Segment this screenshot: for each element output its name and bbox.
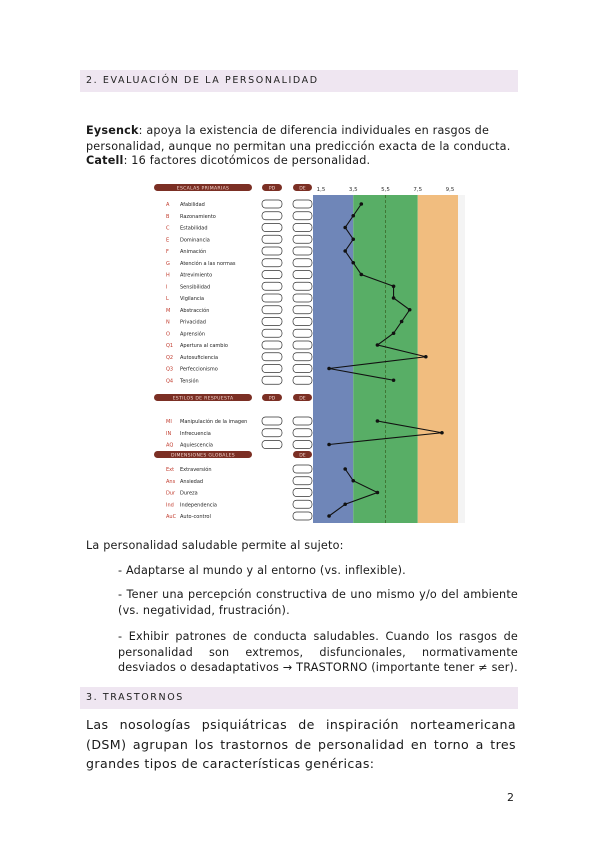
row-code: Ind (166, 502, 174, 509)
eysenck-name: Eysenck (86, 124, 139, 137)
row-label: Infrecuencia (180, 430, 211, 437)
profile-point (392, 331, 396, 335)
profile-point (376, 343, 380, 347)
row-label: Privacidad (180, 319, 206, 326)
pd-box (262, 282, 282, 290)
row-label: Autosuficiencia (180, 354, 219, 361)
de-header-label: DE (299, 453, 306, 459)
pd-box (262, 365, 282, 373)
de-box (293, 282, 312, 290)
row-code: I (166, 284, 168, 291)
band-3 (418, 195, 460, 523)
row-code: N (166, 319, 170, 326)
row-code: F (166, 249, 169, 255)
catell-text: : 16 factores dicotómicos de personalidad. (123, 154, 371, 167)
pd-box (262, 329, 282, 337)
pd-box (262, 294, 282, 302)
row-code: E (166, 237, 170, 244)
profile-point (376, 491, 380, 495)
row-code: Q4 (166, 378, 174, 385)
pd-header-label: PD (268, 186, 276, 192)
row-label: Manipulación de la imagen (180, 419, 248, 425)
pd-box (262, 429, 282, 437)
row-code: B (166, 213, 170, 220)
section-title: 2. EVALUACIÓN DE LA PERSONALIDAD (86, 75, 319, 86)
de-box (293, 417, 312, 425)
row-code: Q3 (166, 366, 174, 373)
row-code: Q1 (166, 343, 174, 349)
row-label: Aprensión (180, 331, 206, 338)
pd-box (262, 353, 282, 361)
row-label: Sensibilidad (180, 284, 211, 291)
de-box (293, 512, 312, 520)
de-box (293, 318, 312, 326)
profile-point (360, 202, 364, 206)
healthy-intro: La personalidad saludable permite al sujeto: (86, 539, 344, 552)
pd-box (262, 247, 282, 255)
de-box (293, 489, 312, 497)
de-box (293, 259, 312, 267)
profile-point (392, 378, 396, 382)
group-header-label: DIMENSIONES GLOBALES (170, 453, 236, 459)
de-box (293, 306, 312, 314)
row-label: Abstracción (180, 307, 210, 314)
row-label: Extraversión (180, 467, 212, 473)
profile-point (343, 249, 347, 253)
row-code: IN (166, 430, 172, 437)
pd-box (262, 200, 282, 208)
group-header-label: ESTILOS DE RESPUESTA (172, 396, 234, 402)
row-label: Vigilancia (180, 296, 205, 302)
row-label: Aquiescencia (180, 442, 213, 449)
pd-box (262, 306, 282, 314)
de-box (293, 247, 312, 255)
catell-name: Catell (86, 154, 124, 167)
row-code: AuC (166, 514, 177, 520)
eysenck-paragraph (86, 123, 516, 154)
row-code: M (166, 307, 171, 314)
row-label: Tensión (180, 378, 199, 385)
row-label: Estabilidad (180, 225, 208, 232)
pd-box (262, 224, 282, 232)
band-1 (313, 195, 353, 523)
row-label: Atención a las normas (180, 260, 236, 267)
row-code: L (166, 296, 169, 302)
pd-box (262, 212, 282, 220)
de-box (293, 271, 312, 279)
profile-point (424, 355, 428, 359)
row-code: G (166, 260, 170, 267)
profile-point (327, 443, 331, 447)
de-box (293, 465, 312, 473)
profile-point (376, 419, 380, 423)
pd-box (262, 376, 282, 384)
row-label: Razonamiento (180, 213, 216, 220)
eysenck-text: : apoya la existencia de diferencia individuales en rasgos de personalidad, aunque no permitan una predicción exacta de la conducta. (86, 124, 511, 153)
healthy-item-1: - Adaptarse al mundo y al entorno (vs. inflexible). (118, 564, 406, 577)
profile-point (351, 479, 355, 483)
row-label: Dureza (180, 490, 198, 497)
healthy-item-3: - Exhibir patrones de conducta saludables. Cuando los rasgos de personalidad son extremos, disfuncionales, normativamente desviados o desadaptativos → TRASTORNO (importante tener ≠ ser). (118, 630, 518, 674)
profile-point (351, 237, 355, 241)
row-label: Animación (180, 249, 207, 255)
section-title: 3. TRASTORNOS (86, 692, 184, 703)
profile-point (392, 296, 396, 300)
page-number: 2 (507, 791, 514, 804)
row-label: Atrevimiento (180, 272, 213, 279)
row-code: O (166, 331, 170, 338)
de-box (293, 429, 312, 437)
scale-tick: 5,5 (381, 187, 390, 193)
16pf-profile-chart (150, 181, 465, 525)
pd-box (262, 235, 282, 243)
de-header-label: DE (299, 396, 306, 402)
profile-point (343, 467, 347, 471)
de-header-label: DE (299, 186, 306, 192)
row-label: Apertura al cambio (180, 343, 228, 349)
profile-point (343, 226, 347, 230)
row-code: MI (166, 419, 172, 425)
profile-point (408, 308, 412, 312)
scale-tick: 9,5 (445, 187, 455, 193)
row-label: Dominancia (180, 237, 210, 244)
profile-point (400, 320, 404, 324)
group-header-label: ESCALAS PRIMARIAS (176, 186, 230, 192)
row-code: Ans (166, 478, 176, 485)
pd-box (262, 417, 282, 425)
row-code: H (166, 272, 170, 279)
de-box (293, 376, 312, 384)
profile-point (351, 214, 355, 218)
catell-paragraph (86, 153, 516, 169)
trastornos-paragraph: Las nosologías psiquiátricas de inspiración norteamericana (DSM) agrupan los trastornos de personalidad en torno a tres grandes tipos de características genéricas: (86, 717, 516, 771)
pd-box (262, 271, 282, 279)
de-box (293, 353, 312, 361)
band-margin (458, 195, 465, 523)
row-code: Dur (166, 490, 176, 497)
row-label: Independencia (180, 502, 217, 509)
de-box (293, 441, 312, 449)
profile-point (343, 502, 347, 506)
row-code: AQ (166, 442, 174, 449)
pd-box (262, 441, 282, 449)
de-box (293, 477, 312, 485)
row-label: Ansiedad (180, 478, 204, 485)
profile-point (351, 261, 355, 265)
section-header-trastornos (80, 687, 518, 709)
row-code: Q2 (166, 354, 174, 361)
pd-header-label: PD (268, 396, 276, 402)
pd-box (262, 318, 282, 326)
de-box (293, 329, 312, 337)
de-box (293, 200, 312, 208)
row-label: Auto-control (180, 514, 211, 520)
profile-point (360, 273, 364, 277)
row-code: Ext (166, 467, 175, 473)
profile-point (440, 431, 444, 435)
row-code: A (166, 202, 170, 208)
scale-tick: 1,5 (316, 187, 326, 193)
pd-box (262, 341, 282, 349)
healthy-item-2: - Tener una percepción constructiva de uno mismo y/o del ambiente (vs. negatividad, frustración). (118, 588, 518, 617)
de-box (293, 341, 312, 349)
row-label: Perfeccionismo (180, 366, 218, 373)
scale-tick: 7,5 (413, 187, 423, 193)
row-label: Afabilidad (180, 202, 205, 208)
profile-point (327, 367, 331, 371)
de-box (293, 224, 312, 232)
de-box (293, 294, 312, 302)
section-header-evaluacion (80, 70, 518, 92)
profile-point (327, 514, 331, 518)
profile-point (392, 284, 396, 288)
de-box (293, 365, 312, 373)
scale-tick: 3,5 (348, 187, 358, 193)
de-box (293, 212, 312, 220)
de-box (293, 235, 312, 243)
row-code: C (166, 225, 170, 232)
de-box (293, 500, 312, 508)
pd-box (262, 259, 282, 267)
